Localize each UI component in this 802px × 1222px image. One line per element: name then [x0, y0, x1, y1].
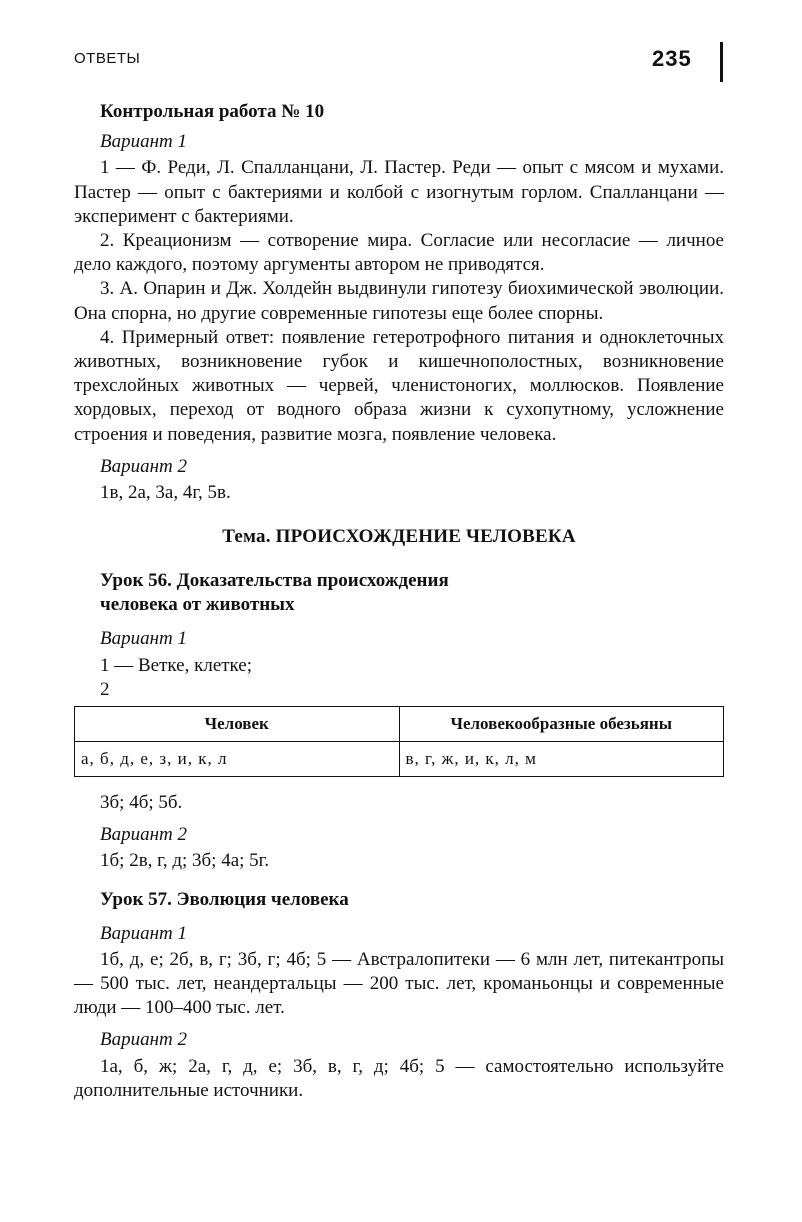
table-header-row	[75, 707, 724, 742]
lesson-57-variant-2-label: Вариант 2	[100, 1029, 188, 1051]
lesson-56-answer-2-number: 2	[100, 678, 110, 700]
page-number: 235	[652, 46, 692, 71]
lesson-56-variant-1-label: Вариант 1	[100, 628, 188, 650]
lesson-57-variant-1-label: Вариант 1	[100, 922, 188, 944]
lesson-56-after-table: 3б; 4б; 5б.	[100, 792, 183, 814]
test-answer-4: 4. Примерный ответ: появление гетеротрофного питания и одноклеточных животных, возникновение губок и кишечнополостных, возникновение трехслойных животных — червей, членистоногих, моллюсков. Появление хордовых, переход от водного образа жизни к сухопутному, усложнение строения и поведения, развитие мозга, появление человека.	[74, 326, 724, 445]
test-answer-3: 3. А. Опарин и Дж. Холдейн выдвинули гипотезу биохимической эволюции. Она спорна, но другие современные гипотезы еще более спорны.	[74, 278, 724, 324]
lesson-56-title	[100, 569, 724, 617]
lesson-56-answer-1: 1 — Ветке, клетке;	[100, 654, 253, 676]
header-rule	[720, 42, 723, 82]
test-answer-1: 1 — Ф. Реди, Л. Спалланцани, Л. Пастер. Реди — опыт с мясом и мухами. Пастер — опыт с бактериями и колбой с изогнутым горлом. Спалланцани — эксперимент с бактериями.	[74, 157, 724, 227]
test-answer-2: 2. Креационизм — сотворение мира. Согласие или несогласие — личное дело каждого, поэтому аргументы автором не приводятся.	[74, 230, 724, 276]
test-variant-2-answer: 1в, 2а, 3а, 4г, 5в.	[100, 482, 231, 504]
page-content	[74, 100, 724, 1103]
table-cell-apes: в, г, ж, и, к, л, м	[399, 742, 724, 777]
table-cell-human: а, б, д, е, з, и, к, л	[75, 742, 400, 777]
test-variant-1-label: Вариант 1	[100, 131, 188, 153]
lesson-56-title-line-2: человека от животных	[100, 594, 295, 616]
theme-title: Тема. ПРОИСХОЖДЕНИЕ ЧЕЛОВЕКА	[222, 526, 576, 548]
lesson-57-variant-2-answer: 1а, б, ж; 2а, г, д, е; 3б, в, г, д; 4б; 5 — самостоятельно используйте дополнительные источники.	[74, 1055, 724, 1101]
table-header-apes: Человекообразные обезьяны	[399, 707, 724, 742]
lesson-56-variant-2-label: Вариант 2	[100, 824, 188, 846]
table-row	[75, 742, 724, 777]
lesson-57-title: Урок 57. Эволюция человека	[100, 888, 349, 910]
table-header-human: Человек	[75, 707, 400, 742]
test-variant-2-label: Вариант 2	[100, 455, 188, 477]
lesson-57-variant-1-answer: 1б, д, е; 2б, в, г; 3б, г; 4б; 5 — Австралопитеки — 6 млн лет, питекантропы — 500 тыс. лет, неандертальцы — 200 тыс. лет, кроманьонцы и современные люди — 100–400 тыс. лет.	[74, 948, 724, 1019]
test-title: Контрольная работа № 10	[100, 101, 325, 122]
answers-table	[74, 706, 724, 777]
running-header: ОТВЕТЫ	[74, 50, 141, 67]
lesson-56-variant-2-answer: 1б; 2в, г, д; 3б; 4а; 5г.	[100, 850, 270, 872]
lesson-56-title-line-1: Урок 56. Доказательства происхождения	[100, 570, 449, 592]
